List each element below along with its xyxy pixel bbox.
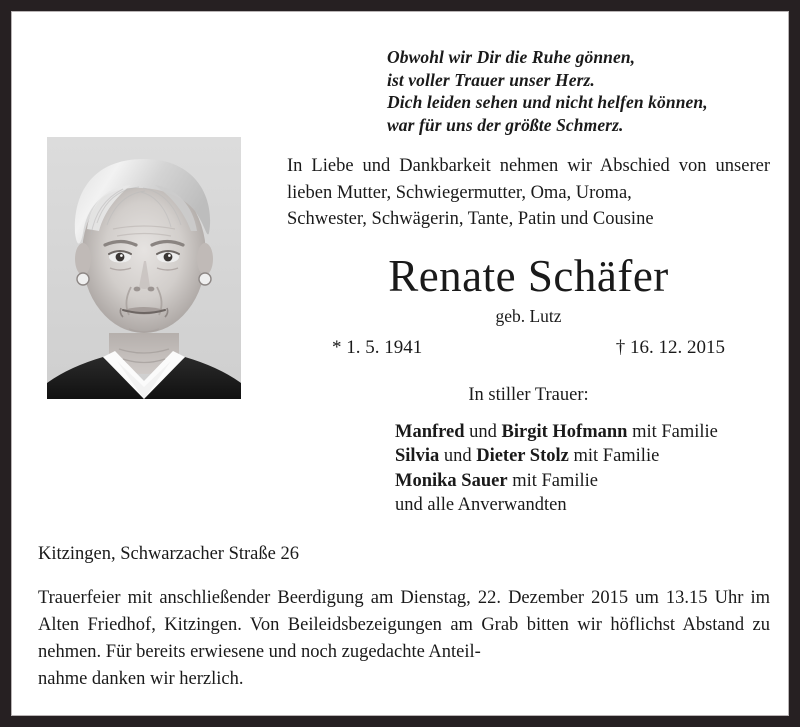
mourner-connector-2: und <box>439 446 477 466</box>
family-address: Kitzingen, Schwarzacher Straße 26 <box>38 544 299 564</box>
birth-date: * 1. 5. 1941 <box>332 336 423 358</box>
mourners-closing: und alle Anverwandten <box>395 495 567 515</box>
funeral-details-body: Trauerfeier mit anschließender Beerdigung am Dienstag, 22. Dezember 2015 um 13.15 Uhr im Alten Friedhof, Kitzingen. Von Beileidsbezeigungen am Grab bitten wir höflichst Abstand zu nehmen. Für bereits erwiesene und noch zugedachte Anteil- <box>38 588 770 662</box>
mourner-suffix-2: mit Familie <box>568 446 660 466</box>
funeral-details <box>38 585 770 693</box>
mourner-suffix-3: mit Familie <box>507 470 599 491</box>
memorial-verse <box>387 46 770 136</box>
mourner-name-2b: Dieter Stolz <box>476 446 569 466</box>
introduction-body: In Liebe und Dankbarkeit nehmen wir Abschied von unserer lieben Mutter, Schwiegermutter, Oma, Uroma, <box>287 156 770 203</box>
text-column <box>287 46 770 518</box>
verse-line-1: Obwohl wir Dir die Ruhe gönnen, <box>387 47 636 67</box>
deceased-maiden-name: geb. Lutz <box>495 305 562 326</box>
mourner-name-1b: Birgit Hofmann <box>501 421 628 442</box>
mourner-name-1a: Manfred <box>395 421 465 442</box>
funeral-details-last-line: nahme danken wir herzlich. <box>38 669 244 689</box>
portrait-photo-image <box>47 137 241 399</box>
mourner-name-2a: Silvia <box>395 446 440 466</box>
introduction-last-line: Schwester, Schwägerin, Tante, Patin und Cousine <box>287 209 654 229</box>
verse-line-2: ist voller Trauer unser Herz. <box>387 69 595 90</box>
notice-inner-frame <box>11 11 789 716</box>
portrait-photo <box>47 137 241 399</box>
mourner-line-1 <box>395 420 770 445</box>
death-date: † 16. 12. 2015 <box>615 336 725 358</box>
mourner-suffix-1: mit Familie <box>627 421 718 442</box>
verse-line-4: war für uns der größte Schmerz. <box>387 114 624 135</box>
life-dates <box>287 335 770 361</box>
verse-line-3: Dich leiden sehen und nicht helfen können, <box>387 92 708 112</box>
deceased-name: Renate Schäfer <box>388 250 669 301</box>
mourner-connector-1: und <box>464 421 502 442</box>
mourner-name-3a: Monika Sauer <box>395 470 508 491</box>
introduction-text <box>287 153 770 233</box>
mourner-line-3 <box>395 469 770 494</box>
mourner-line-2 <box>395 444 770 469</box>
mourners-list <box>395 420 770 518</box>
mourners-heading: In stiller Trauer: <box>468 384 589 405</box>
